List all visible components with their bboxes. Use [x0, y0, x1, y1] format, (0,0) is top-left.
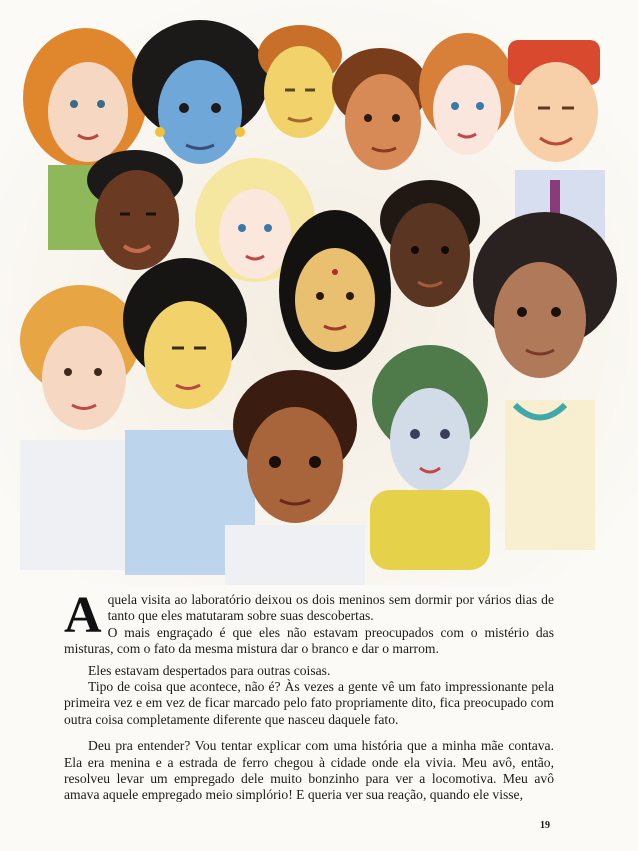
paragraph-3: Tipo de coisa que acontece, não é? Às vezes a gente vê um fato impressionante pela primeira vez e em vez de ficar marcado pelo fato propriamente dito, fica preocupado com outra coisa completamente diferente que nasceu daquele fato. — [64, 679, 554, 727]
paragraph-1-text: quela visita ao laboratório deixou os dois meninos sem dormir por vários dias de tanto que eles matutaram sobre suas descobertas. — [107, 592, 554, 624]
paragraph-4: Deu pra entender? Vou tentar explicar com uma história que a minha mãe contava. Ela era menina e a estrada de ferro chegou à cidade onde ela vivia. Meu avô, então, resolveu levar um empregado dele muito bonzinho para ver a locomotiva. Meu avô amava aquele empregado meio simplório! E queria ver sua reação, quando ele visse, — [64, 738, 554, 803]
paragraph-1b: O mais engraçado é que eles não estavam preocupados com o mistério das misturas, com o fato da mesma mistura dar o branco e dar o marrom. — [64, 624, 554, 657]
story-text — [64, 587, 554, 804]
child-long-dark-hair-bindi — [279, 210, 391, 370]
drop-cap: A — [64, 587, 102, 644]
paragraph-2: Eles estavam despertados para outras coisas. — [88, 662, 331, 678]
page-number: 19 — [540, 820, 550, 831]
